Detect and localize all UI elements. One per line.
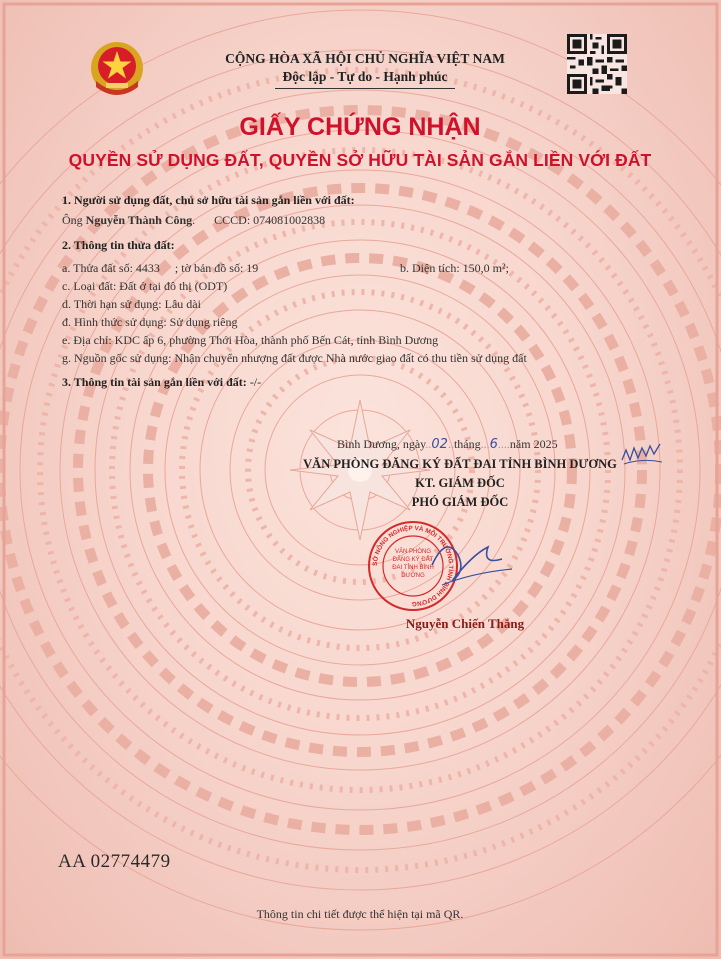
- handwritten-signature: [412, 525, 522, 605]
- national-emblem-icon: [84, 37, 150, 103]
- owner-prefix: Ông: [62, 213, 83, 227]
- date-prefix: Bình Dương, ngày: [337, 437, 426, 451]
- issuing-office: VĂN PHÒNG ĐĂNG KÝ ĐẤT ĐAI TỈNH BÌNH DƯƠNG: [303, 457, 617, 471]
- certificate-title: GIẤY CHỨNG NHẬN: [239, 113, 481, 141]
- date-day: 02: [431, 437, 448, 452]
- date-year: năm 2025: [509, 437, 558, 451]
- seal-center-text: VĂN PHÒNG ĐĂNG KÝ ĐẤT ĐAI TỈNH BÌNH DƯƠNG: [392, 549, 434, 579]
- qr-footer-note: Thông tin chi tiết được thể hiện tại mã QR.: [256, 907, 464, 921]
- signer-name: Nguyễn Chiến Thắng: [405, 616, 525, 631]
- owner-name: Nguyễn Thành Công: [85, 213, 193, 227]
- qr-code[interactable]: [567, 32, 627, 96]
- owner-separator: .: [192, 213, 196, 227]
- serial-number: AA 02774479: [58, 851, 171, 872]
- owner-id: CCCD: 074081002838: [214, 213, 326, 227]
- issue-date: Bình Dương, ngày..02..tháng...6....năm 2025: [337, 437, 558, 452]
- owner-line: [62, 213, 325, 228]
- parcel-address: e. Địa chỉ: KDC ấp 6, phường Thới Hòa, thành phố Bến Cát, tỉnh Bình Dương: [62, 333, 439, 347]
- section3-value: -/-: [249, 375, 262, 389]
- land-type: c. Loại đất: Đất ở tại đô thị (ODT): [62, 279, 228, 293]
- section2-heading: 2. Thông tin thửa đất:: [62, 238, 175, 252]
- section1-heading: 1. Người sử dụng đất, chủ sở hữu tài sản gắn liền với đất:: [62, 193, 355, 207]
- date-month: 6: [489, 437, 498, 452]
- national-motto: Độc lập - Tự do - Hạnh phúc: [282, 69, 448, 84]
- motto-underline: [275, 88, 455, 89]
- certificate-subtitle: QUYỀN SỬ DỤNG ĐẤT, QUYỀN SỞ HỮU TÀI SẢN GẮN LIỀN VỚI ĐẤT: [68, 150, 652, 170]
- signer-role-2: PHÓ GIÁM ĐỐC: [411, 495, 509, 509]
- section3-line: [62, 375, 261, 390]
- parcel-number: a. Thửa đất số: 4433 ; tờ bản đồ số: 19: [62, 261, 259, 275]
- seal-ring-text: SỞ NÔNG NGHIỆP VÀ MÔI TRƯỜNG TỈNH BÌNH DƯƠNG: [371, 524, 455, 608]
- signer-role-1: KT. GIÁM ĐỐC: [415, 476, 505, 490]
- usage-duration: d. Thời hạn sử dụng: Lâu dài: [62, 297, 201, 311]
- parcel-area: b. Diện tích: 150,0 m²;: [400, 261, 509, 275]
- date-month-label: tháng: [453, 437, 481, 451]
- usage-origin: g. Nguồn gốc sử dụng: Nhận chuyển nhượng đất được Nhà nước giao đất có thu tiền sử dụng đất: [62, 351, 527, 365]
- section3-heading: 3. Thông tin tài sản gắn liền với đất:: [62, 375, 247, 389]
- usage-form: đ. Hình thức sử dụng: Sử dụng riêng: [62, 315, 238, 329]
- country-name: CỘNG HÒA XÃ HỘI CHỦ NGHĨA VIỆT NAM: [225, 51, 505, 66]
